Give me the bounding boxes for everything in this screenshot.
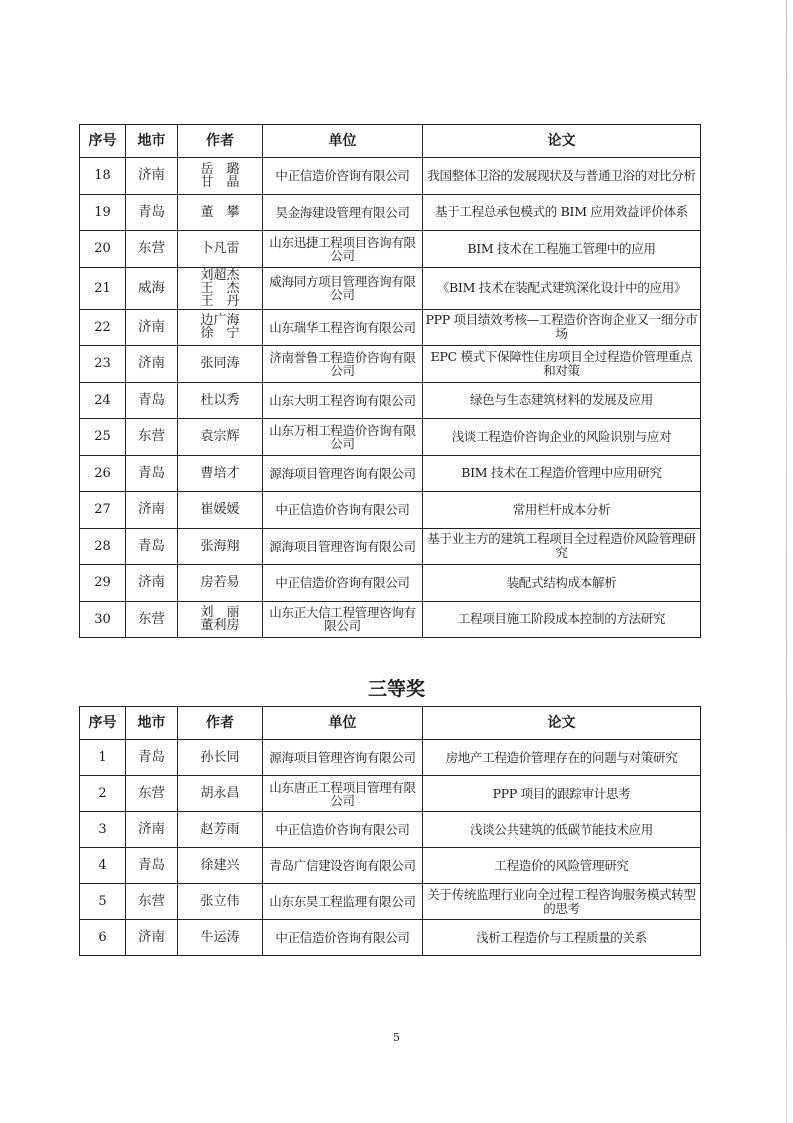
cell-unit: 中正信造价咨询有限公司 bbox=[263, 812, 423, 848]
cell-city: 济南 bbox=[126, 920, 178, 956]
cell-paper: PPP 项目绩效考核—工程造价咨询企业又一细分市场 bbox=[423, 309, 701, 346]
table-row bbox=[80, 920, 701, 956]
header-paper: 论文 bbox=[423, 707, 701, 740]
cell-author: 张立伟 bbox=[178, 884, 263, 920]
cell-no: 30 bbox=[80, 601, 126, 638]
cell-paper: PPP 项目的跟踪审计思考 bbox=[423, 776, 701, 812]
cell-paper: 房地产工程造价管理存在的问题与对策研究 bbox=[423, 740, 701, 776]
cell-unit: 山东正大信工程管理咨询有限公司 bbox=[263, 601, 423, 638]
cell-no: 19 bbox=[80, 194, 126, 231]
cell-city: 青岛 bbox=[126, 528, 178, 565]
cell-no: 27 bbox=[80, 492, 126, 529]
cell-paper: EPC 模式下保障性住房项目全过程造价管理重点和对策 bbox=[423, 346, 701, 383]
cell-unit: 山东东昊工程监理有限公司 bbox=[263, 884, 423, 920]
cell-no: 4 bbox=[80, 848, 126, 884]
cell-author: 袁宗辉 bbox=[178, 419, 263, 456]
table-row bbox=[80, 776, 701, 812]
cell-unit: 源海项目管理咨询有限公司 bbox=[263, 455, 423, 492]
table-header-row bbox=[80, 707, 701, 740]
cell-city: 东营 bbox=[126, 419, 178, 456]
table-row bbox=[80, 812, 701, 848]
table-row bbox=[80, 231, 701, 268]
cell-city: 济南 bbox=[126, 158, 178, 195]
table-row bbox=[80, 492, 701, 529]
header-city: 地市 bbox=[126, 125, 178, 158]
cell-author: 张海翔 bbox=[178, 528, 263, 565]
cell-author: 胡永昌 bbox=[178, 776, 263, 812]
cell-city: 济南 bbox=[126, 492, 178, 529]
cell-unit: 源海项目管理咨询有限公司 bbox=[263, 528, 423, 565]
cell-paper: 绿色与生态建筑材料的发展及应用 bbox=[423, 382, 701, 419]
cell-unit: 山东瑞华工程咨询有限公司 bbox=[263, 309, 423, 346]
cell-paper: 浅谈工程造价咨询企业的风险识别与应对 bbox=[423, 419, 701, 456]
cell-unit: 中正信造价咨询有限公司 bbox=[263, 158, 423, 195]
cell-unit: 昊金海建设管理有限公司 bbox=[263, 194, 423, 231]
cell-paper: 我国整体卫浴的发展现状及与普通卫浴的对比分析 bbox=[423, 158, 701, 195]
header-no: 序号 bbox=[80, 125, 126, 158]
table-row bbox=[80, 419, 701, 456]
cell-author: 崔媛媛 bbox=[178, 492, 263, 529]
cell-no: 2 bbox=[80, 776, 126, 812]
table-row bbox=[80, 601, 701, 638]
second-prize-table-continued bbox=[79, 124, 701, 638]
table-row bbox=[80, 455, 701, 492]
cell-no: 29 bbox=[80, 565, 126, 602]
cell-author: 卜凡雷 bbox=[178, 231, 263, 268]
cell-unit: 山东万相工程造价咨询有限公司 bbox=[263, 419, 423, 456]
cell-city: 济南 bbox=[126, 565, 178, 602]
table-row bbox=[80, 158, 701, 195]
cell-unit: 山东大明工程咨询有限公司 bbox=[263, 382, 423, 419]
cell-author: 刘 丽 董利房 bbox=[178, 601, 263, 638]
cell-paper: 浅析工程造价与工程质量的关系 bbox=[423, 920, 701, 956]
cell-author: 董 攀 bbox=[178, 194, 263, 231]
third-prize-title: 三等奖 bbox=[367, 678, 425, 700]
scan-edge bbox=[786, 0, 787, 1123]
cell-unit: 源海项目管理咨询有限公司 bbox=[263, 740, 423, 776]
cell-no: 26 bbox=[80, 455, 126, 492]
cell-city: 青岛 bbox=[126, 848, 178, 884]
header-author: 作者 bbox=[178, 125, 263, 158]
cell-author: 边广海 徐 宁 bbox=[178, 309, 263, 346]
cell-author: 张同涛 bbox=[178, 346, 263, 383]
table-header-row bbox=[80, 125, 701, 158]
cell-author: 孙长同 bbox=[178, 740, 263, 776]
cell-author: 徐建兴 bbox=[178, 848, 263, 884]
cell-unit: 山东唐正工程项目管理有限公司 bbox=[263, 776, 423, 812]
header-unit: 单位 bbox=[263, 707, 423, 740]
cell-city: 青岛 bbox=[126, 740, 178, 776]
cell-no: 20 bbox=[80, 231, 126, 268]
table-row bbox=[80, 884, 701, 920]
cell-city: 东营 bbox=[126, 231, 178, 268]
cell-city: 青岛 bbox=[126, 455, 178, 492]
cell-paper: 装配式结构成本解析 bbox=[423, 565, 701, 602]
header-unit: 单位 bbox=[263, 125, 423, 158]
cell-author: 房若易 bbox=[178, 565, 263, 602]
table-row bbox=[80, 848, 701, 884]
table-row bbox=[80, 382, 701, 419]
table-row bbox=[80, 740, 701, 776]
cell-paper: 基于工程总承包模式的 BIM 应用效益评价体系 bbox=[423, 194, 701, 231]
cell-author: 刘超杰 王 杰 王 丹 bbox=[178, 267, 263, 309]
cell-paper: BIM 技术在工程造价管理中应用研究 bbox=[423, 455, 701, 492]
cell-no: 23 bbox=[80, 346, 126, 383]
cell-author: 岳 璐 甘 晶 bbox=[178, 158, 263, 195]
cell-city: 济南 bbox=[126, 812, 178, 848]
cell-paper: 关于传统监理行业向全过程工程咨询服务模式转型的思考 bbox=[423, 884, 701, 920]
cell-no: 18 bbox=[80, 158, 126, 195]
cell-unit: 青岛广信建设咨询有限公司 bbox=[263, 848, 423, 884]
cell-author: 曹培才 bbox=[178, 455, 263, 492]
cell-no: 24 bbox=[80, 382, 126, 419]
cell-no: 22 bbox=[80, 309, 126, 346]
cell-city: 青岛 bbox=[126, 194, 178, 231]
cell-paper: 基于业主方的建筑工程项目全过程造价风险管理研究 bbox=[423, 528, 701, 565]
cell-no: 5 bbox=[80, 884, 126, 920]
cell-no: 25 bbox=[80, 419, 126, 456]
header-city: 地市 bbox=[126, 707, 178, 740]
table-row bbox=[80, 194, 701, 231]
cell-unit: 中正信造价咨询有限公司 bbox=[263, 492, 423, 529]
cell-city: 东营 bbox=[126, 776, 178, 812]
cell-author: 杜以秀 bbox=[178, 382, 263, 419]
cell-unit: 济南誉鲁工程造价咨询有限公司 bbox=[263, 346, 423, 383]
cell-paper: 浅谈公共建筑的低碳节能技术应用 bbox=[423, 812, 701, 848]
cell-paper: 《BIM 技术在装配式建筑深化设计中的应用》 bbox=[423, 267, 701, 309]
page-number: 5 bbox=[393, 1031, 400, 1044]
cell-city: 东营 bbox=[126, 601, 178, 638]
table-row bbox=[80, 346, 701, 383]
table-row bbox=[80, 565, 701, 602]
table-row bbox=[80, 309, 701, 346]
cell-paper: 工程项目施工阶段成本控制的方法研究 bbox=[423, 601, 701, 638]
cell-author: 赵芳雨 bbox=[178, 812, 263, 848]
cell-no: 3 bbox=[80, 812, 126, 848]
cell-city: 青岛 bbox=[126, 382, 178, 419]
cell-city: 威海 bbox=[126, 267, 178, 309]
table-row bbox=[80, 528, 701, 565]
cell-city: 东营 bbox=[126, 884, 178, 920]
cell-city: 济南 bbox=[126, 309, 178, 346]
header-author: 作者 bbox=[178, 707, 263, 740]
cell-no: 28 bbox=[80, 528, 126, 565]
cell-unit: 山东迅捷工程项目咨询有限公司 bbox=[263, 231, 423, 268]
cell-author: 牛运涛 bbox=[178, 920, 263, 956]
cell-paper: BIM 技术在工程施工管理中的应用 bbox=[423, 231, 701, 268]
cell-city: 济南 bbox=[126, 346, 178, 383]
header-paper: 论文 bbox=[423, 125, 701, 158]
cell-no: 6 bbox=[80, 920, 126, 956]
cell-unit: 中正信造价咨询有限公司 bbox=[263, 920, 423, 956]
cell-paper: 常用栏杆成本分析 bbox=[423, 492, 701, 529]
cell-unit: 中正信造价咨询有限公司 bbox=[263, 565, 423, 602]
cell-unit: 威海同方项目管理咨询有限公司 bbox=[263, 267, 423, 309]
cell-paper: 工程造价的风险管理研究 bbox=[423, 848, 701, 884]
header-no: 序号 bbox=[80, 707, 126, 740]
cell-no: 1 bbox=[80, 740, 126, 776]
cell-no: 21 bbox=[80, 267, 126, 309]
third-prize-table bbox=[79, 706, 701, 956]
table-row bbox=[80, 267, 701, 309]
